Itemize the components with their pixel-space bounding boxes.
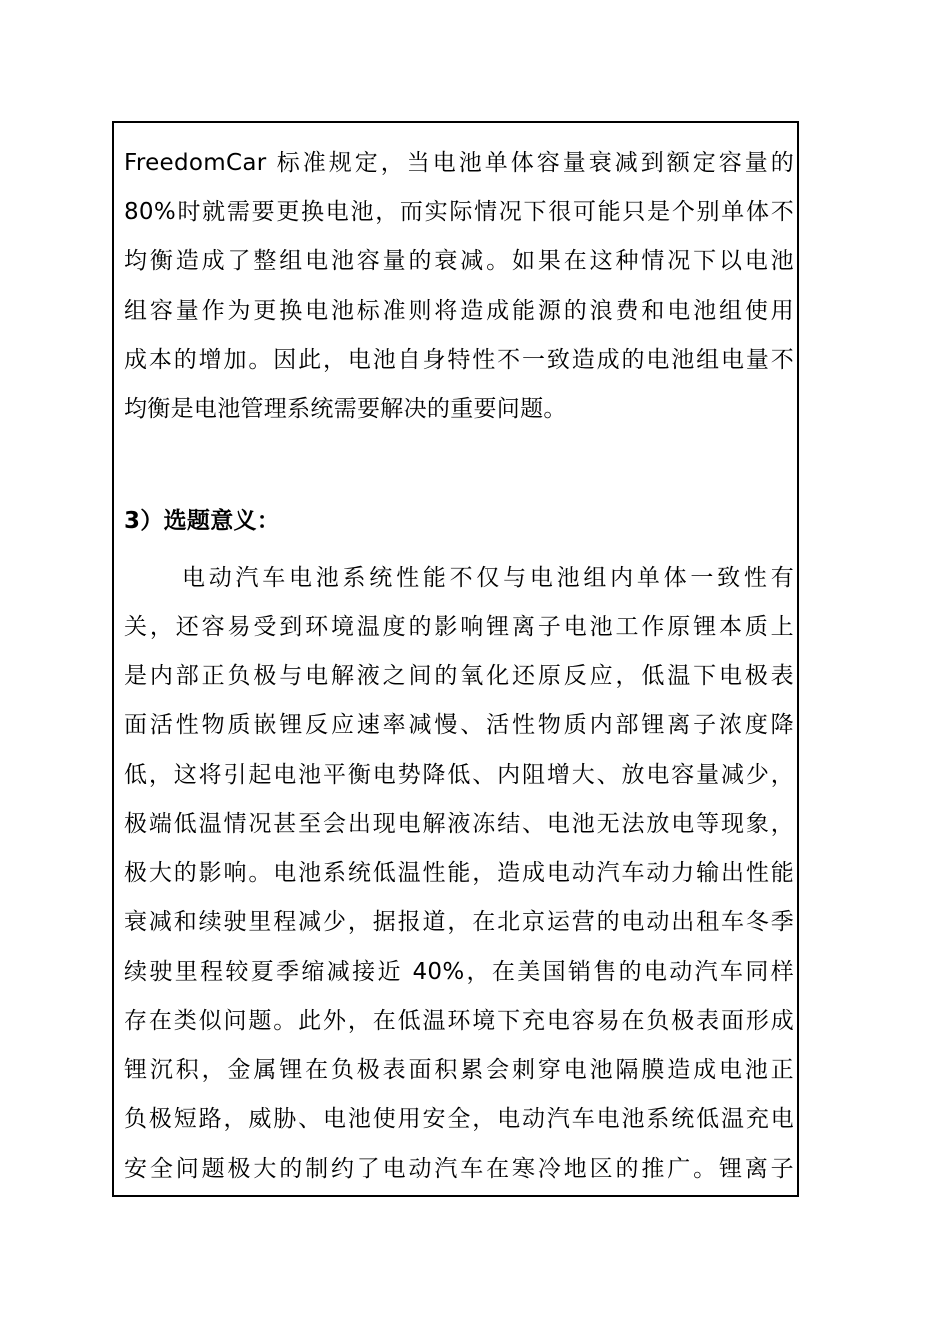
paragraph-2-line-1: 电动汽车电池系统性能不仅与电池组内单体一致性有 — [182, 565, 794, 591]
paragraph-1-line-1: FreedomCar 标准规定，当电池单体容量衰减到额定容量的 — [124, 150, 794, 176]
paragraph-1-line-3: 均衡造成了整组电池容量的衰减。如果在这种情况下以电池 — [124, 248, 794, 274]
paragraph-2-line-12: 负极短路，威胁、电池使用安全，电动汽车电池系统低温充电 — [124, 1106, 794, 1132]
paragraph-2-line-5: 低，这将引起电池平衡电势降低、内阻增大、放电容量减少， — [124, 762, 794, 788]
paragraph-2-line-8: 衰减和续驶里程减少，据报道，在北京运营的电动出租车冬季 — [124, 909, 794, 935]
paragraph-2-line-3: 是内部正负极与电解液之间的氧化还原反应，低温下电极表 — [124, 663, 794, 689]
paragraph-2-line-7: 极大的影响。电池系统低温性能，造成电动汽车动力输出性能 — [124, 860, 794, 886]
paragraph-2-line-6: 极端低温情况甚至会出现电解液冻结、电池无法放电等现象， — [124, 811, 794, 837]
section-heading: 3）选题意义： — [124, 508, 281, 534]
paragraph-2-line-10: 存在类似问题。此外，在低温环境下充电容易在负极表面形成 — [124, 1008, 794, 1034]
paragraph-2-line-2: 关，还容易受到环境温度的影响锂离子电池工作原锂本质上 — [124, 614, 794, 640]
paragraph-2-line-13: 安全问题极大的制约了电动汽车在寒冷地区的推广。锂离子 — [124, 1156, 794, 1182]
paragraph-2-line-11: 锂沉积，金属锂在负极表面积累会刺穿电池隔膜造成电池正 — [124, 1057, 794, 1083]
paragraph-1-line-5: 成本的增加。因此，电池自身特性不一致造成的电池组电量不 — [124, 347, 794, 373]
paragraph-1-line-4: 组容量作为更换电池标准则将造成能源的浪费和电池组使用 — [124, 298, 794, 324]
paragraph-1-line-6: 均衡是电池管理系统需要解决的重要问题。 — [124, 396, 567, 422]
paragraph-1-line-2: 80%时就需要更换电池，而实际情况下很可能只是个别单体不 — [124, 199, 794, 225]
document-frame — [112, 121, 799, 1197]
paragraph-2-line-9: 续驶里程较夏季缩减接近 40%，在美国销售的电动汽车同样 — [124, 959, 794, 985]
paragraph-2-line-4: 面活性物质嵌锂反应速率减慢、活性物质内部锂离子浓度降 — [124, 712, 794, 738]
